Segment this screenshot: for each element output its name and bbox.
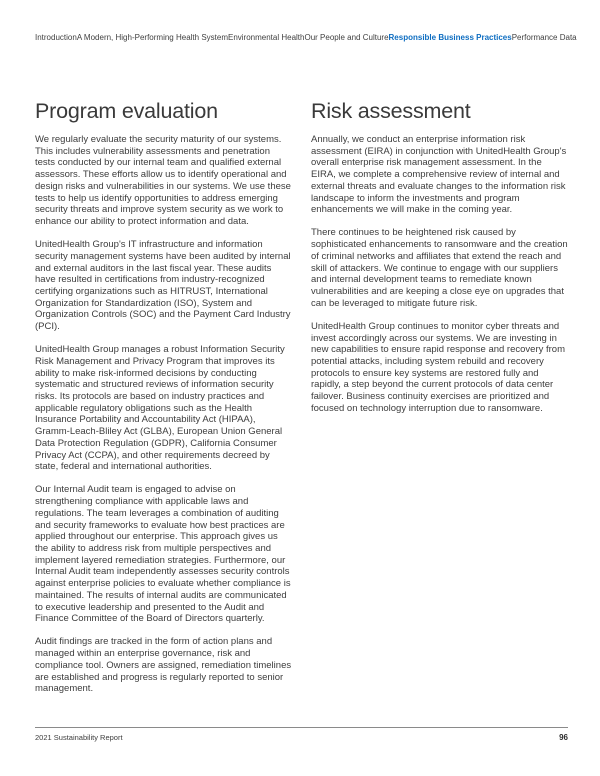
program-evaluation-heading: Program evaluation — [35, 99, 218, 123]
nav-item-introduction[interactable]: Introduction — [35, 33, 77, 42]
nav-item-modern-health-system[interactable]: A Modern, High-Performing Health System — [76, 33, 228, 42]
nav-item-performance-data[interactable]: Performance Data — [511, 33, 577, 42]
program-evaluation-paragraph: We regularly evaluate the security maturity of our systems. This includes vulnerability assessments and penetration tests conducted by our internal team and qualified external assessors. These efforts allow us to identify operational and design risks and vulnerabilities in our systems. We use these tests to help us identify opportunities to address emerging security threats and improve system security as we work to enhance our ability to protect information and data. — [35, 134, 291, 227]
risk-assessment-paragraph: There continues to be heightened risk caused by sophisticated enhancements to ransomware and the creation of criminal networks and affiliates that extend the reach and skill of attackers. We continue to engage with our suppliers and internal development teams to remediate known vulnerabilities and are keeping a close eye on upgrades that can be leveraged to mitigate future risk. — [311, 227, 568, 309]
nav-item-our-people-and-culture[interactable]: Our People and Culture — [304, 33, 389, 42]
section-navigation — [35, 33, 577, 43]
page-number: 96 — [559, 733, 568, 742]
nav-item-environmental-health[interactable]: Environmental Health — [227, 33, 305, 42]
program-evaluation-paragraph: UnitedHealth Group's IT infrastructure and information security management systems have been audited by internal and external auditors in the last fiscal year. These audits have resulted in certifications from industry-recognized certifying organizations such as HITRUST, International Organization for Standardization (ISO), System and Organization Controls (SOC) and the Payment Card Industry (PCI). — [35, 239, 291, 333]
risk-assessment-paragraph: Annually, we conduct an enterprise information risk assessment (EIRA) in conjunction with UnitedHealth Group's overall enterprise risk management assessment. In the EIRA, we complete a comprehensive review of internal and external threats and evaluate changes to the information risk landscape to inform the investments and program enhancements we will make in the coming year. — [311, 134, 567, 216]
risk-assessment-paragraph: UnitedHealth Group continues to monitor cyber threats and invest accordingly across our systems. We are investing in new capabilities to ensure rapid response and recovery from potential attacks, including system rebuild and recovery protocols to ensure key systems are restored fully and rapidly, a step beyond the current protocols of data center failover. Business continuity exercises are prioritized and focused on technology interruption due to ransomware. — [311, 320, 565, 414]
program-evaluation-paragraph: Our Internal Audit team is engaged to advise on strengthening compliance with applicable laws and regulations. The team leverages a combination of auditing and security frameworks to evaluate how best practices are applied throughout our enterprise. This approach gives us the ability to address risk from multiple perspectives and implement layered remediation strategies. Furthermore, our Internal Audit team independently assesses security controls against enterprise policies to evaluate whether compliance is maintained. The results of internal audits are communicated to executive leadership and presented to the Audit and Finance Committee of the Board of Directors quarterly. — [35, 484, 291, 625]
risk-assessment-section — [311, 99, 568, 706]
page-content — [35, 99, 568, 706]
risk-assessment-heading: Risk assessment — [311, 99, 471, 123]
program-evaluation-section — [35, 99, 292, 706]
program-evaluation-paragraph: Audit findings are tracked in the form of action plans and managed within an enterprise governance, risk and compliance tool. Owners are assigned, remediation timelines are established and progress is regularly reported to senior management. — [35, 636, 292, 695]
program-evaluation-paragraph: UnitedHealth Group manages a robust Information Security Risk Management and Privacy Program that improves its ability to make risk-informed decisions by conducting systematic and structured reviews of information security risks. Its protocols are based on industry practices and applicable regulatory obligations such as the Health Insurance Portability and Accountability Act (HIPAA), Gramm-Leach-Bliley Act (GLBA), European Union General Data Protection Regulation (GDPR), California Consumer Privacy Act (CCPA), and other requirements decreed by state, federal and international authorities. — [35, 344, 285, 473]
nav-item-responsible-business-practices[interactable]: Responsible Business Practices — [388, 33, 512, 42]
page-footer — [35, 727, 568, 742]
report-title: 2021 Sustainability Report — [35, 733, 123, 742]
